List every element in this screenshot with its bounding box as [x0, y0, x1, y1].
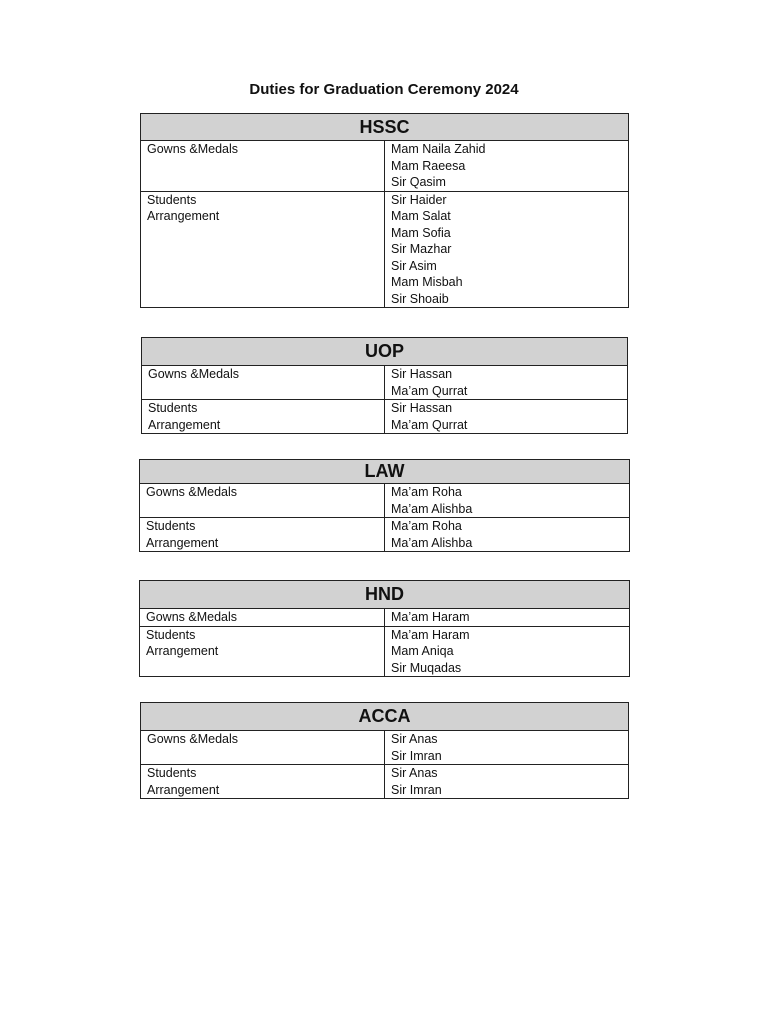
- table-row: [140, 484, 630, 518]
- staff-name: Sir Anas: [391, 766, 438, 780]
- table-row: [140, 518, 630, 552]
- duty-table-acca: [140, 702, 629, 799]
- staff-cell: [385, 484, 630, 518]
- section-heading: LAW: [140, 460, 630, 484]
- staff-name: Sir Anas: [391, 732, 438, 746]
- table-row: [141, 731, 629, 765]
- staff-name: Ma’am Haram: [391, 610, 470, 624]
- staff-name: Sir Qasim: [391, 175, 446, 189]
- staff-name: Sir Imran: [391, 748, 442, 763]
- staff-cell: [385, 191, 629, 308]
- staff-cell: [385, 609, 630, 627]
- role-label: Gowns &Medals: [148, 367, 240, 381]
- role-label: Students: [147, 766, 197, 780]
- staff-cell: [385, 366, 628, 400]
- staff-name: Ma’am Qurrat: [391, 383, 468, 398]
- staff-name: Ma’am Alishba: [391, 501, 473, 516]
- role-label: Gowns &Medals: [147, 732, 239, 746]
- duty-table-uop: [141, 337, 628, 434]
- staff-name: Mam Salat: [391, 209, 451, 223]
- staff-name: Sir Mazhar: [391, 242, 452, 256]
- section-heading: HSSC: [141, 114, 629, 141]
- staff-name: Ma’am Haram: [391, 627, 470, 642]
- page-title: Duties for Graduation Ceremony 2024: [249, 81, 519, 98]
- role-cell: [140, 518, 385, 552]
- role-cell: [142, 400, 385, 434]
- staff-name: Mam Raeesa: [391, 158, 466, 173]
- staff-name: Mam Sofia: [391, 225, 451, 240]
- staff-name: Ma’am Alishba: [391, 535, 473, 550]
- staff-name: Sir Shoaib: [391, 291, 449, 306]
- role-label: Arrangement: [147, 782, 220, 797]
- role-cell: [141, 141, 385, 192]
- role-cell: [140, 484, 385, 518]
- role-label: Gowns &Medals: [146, 610, 238, 624]
- staff-name: Sir Hassan: [391, 401, 453, 415]
- role-label: Arrangement: [148, 417, 221, 432]
- role-cell: [141, 191, 385, 308]
- role-cell: [142, 366, 385, 400]
- role-label: Arrangement: [146, 535, 219, 550]
- role-cell: [140, 609, 385, 627]
- staff-name: Mam Naila Zahid: [391, 142, 486, 156]
- duty-table-hnd: [139, 580, 630, 677]
- table-row: [142, 366, 628, 400]
- section-heading: UOP: [142, 338, 628, 366]
- role-label: Gowns &Medals: [147, 142, 239, 156]
- table-row: [140, 626, 630, 677]
- table-row: [141, 191, 629, 308]
- staff-cell: [385, 626, 630, 677]
- staff-name: Ma’am Roha: [391, 519, 462, 533]
- table-row: [140, 609, 630, 627]
- table-row: [141, 765, 629, 799]
- role-label: Arrangement: [146, 644, 219, 658]
- role-cell: [141, 765, 385, 799]
- staff-name: Ma’am Roha: [391, 485, 462, 499]
- table-row: [141, 141, 629, 192]
- staff-cell: [385, 731, 629, 765]
- role-label: Students: [146, 627, 196, 642]
- staff-cell: [385, 400, 628, 434]
- staff-name: Mam Misbah: [391, 275, 463, 289]
- staff-name: Sir Hassan: [391, 367, 453, 381]
- section-heading: HND: [140, 581, 630, 609]
- section-heading: ACCA: [141, 703, 629, 731]
- staff-name: Ma’am Qurrat: [391, 417, 468, 432]
- staff-name: Sir Imran: [391, 782, 442, 797]
- staff-name: Sir Muqadas: [391, 660, 462, 675]
- staff-cell: [385, 141, 629, 192]
- role-label: Students: [146, 519, 196, 533]
- duty-table-law: [139, 459, 630, 552]
- table-row: [142, 400, 628, 434]
- role-cell: [140, 626, 385, 677]
- staff-name: Sir Asim: [391, 258, 437, 273]
- role-label: Gowns &Medals: [146, 485, 238, 499]
- role-label: Arrangement: [147, 209, 220, 223]
- role-cell: [141, 731, 385, 765]
- staff-name: Sir Haider: [391, 192, 447, 207]
- staff-cell: [385, 518, 630, 552]
- staff-name: Mam Aniqa: [391, 644, 454, 658]
- role-label: Students: [147, 192, 197, 207]
- role-label: Students: [148, 401, 198, 415]
- staff-cell: [385, 765, 629, 799]
- duty-table-hssc: [140, 113, 629, 308]
